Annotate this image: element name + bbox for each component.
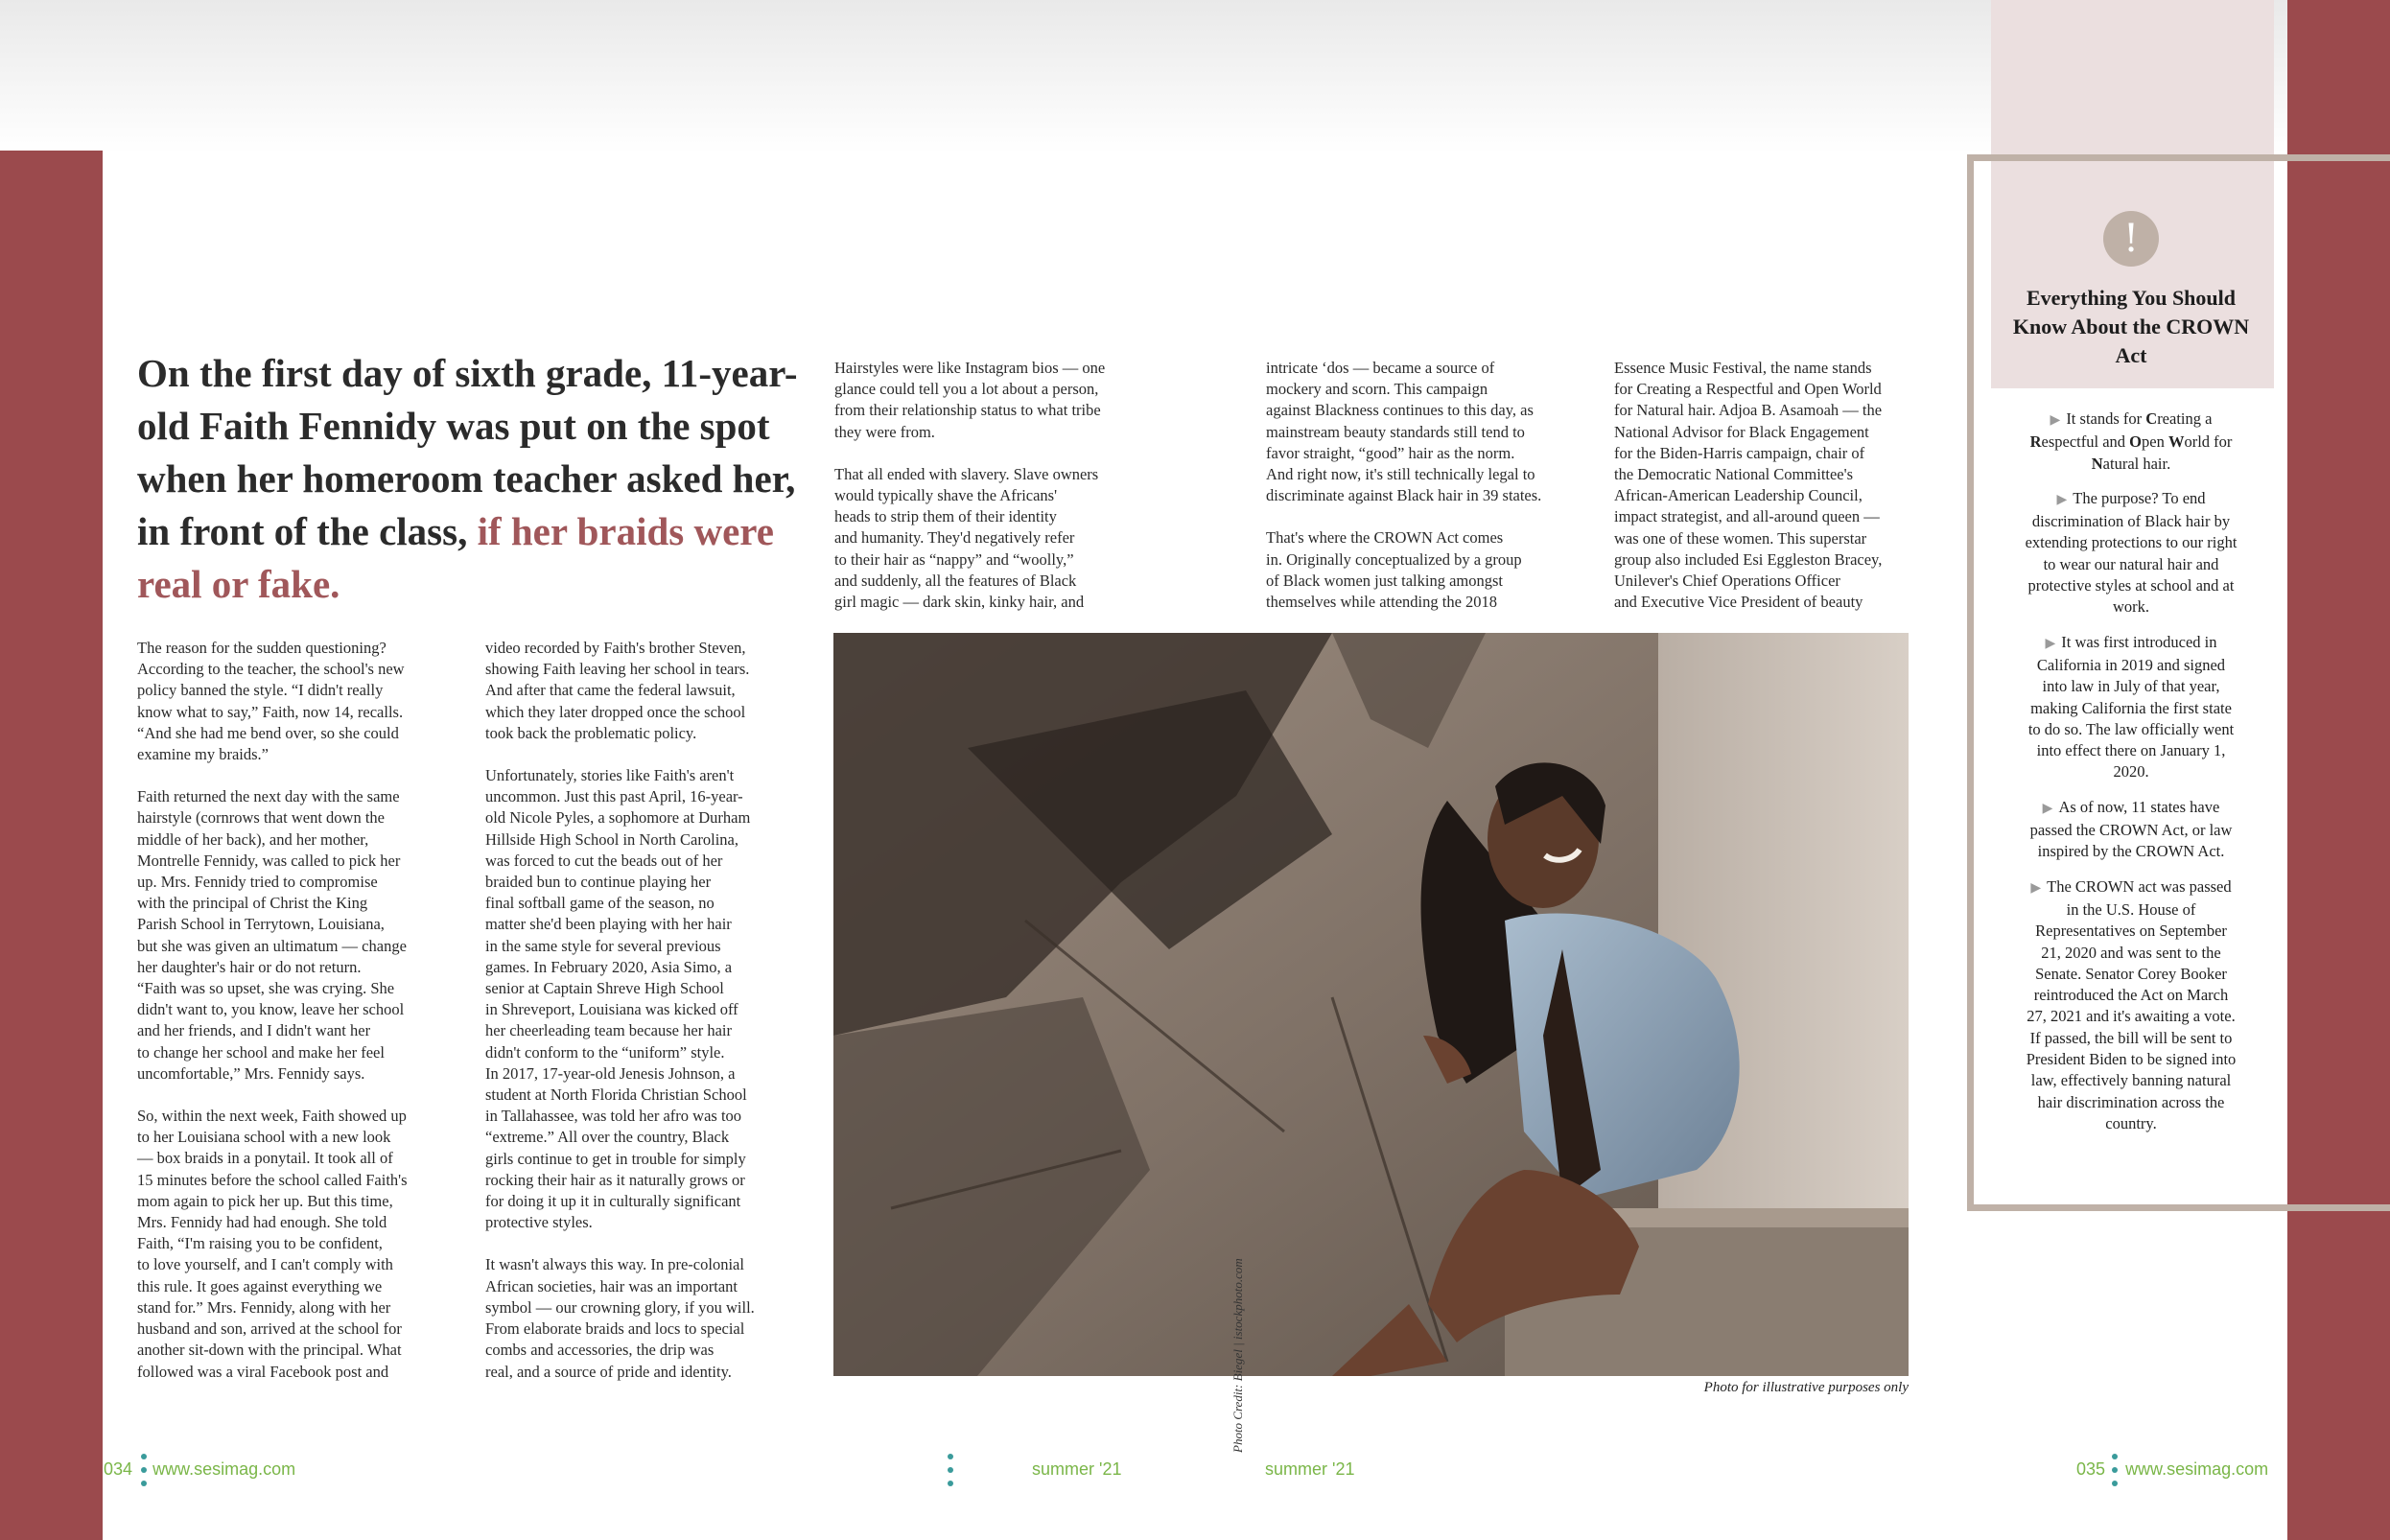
paragraph: That's where the CROWN Act comes in. Originally conceptualized by a group of Black women just talking amongst themselves while attending the 2018 — [1266, 528, 1522, 612]
paragraph: Unfortunately, stories like Faith's aren't uncommon. Just this past April, 16-year- old Nicole Pyles, a sophomore at Durham Hillside High School in North Carolina, was forced to cut the beads out of her braided bun to continue playing her final softball game of the season, no matter she'd been playing with her hair in the same style for several previous games. In February 2020, Asia Simo, a senior at Captain Shreve High School in Shreveport, Louisiana was kicked off her cheerleading team because her hair didn't conform to the “uniform” style. In 2017, 17-year-old Jenesis Johnson, a student at North Florida Christian School in Tallahassee, was told her afro was too “extreme.” All over the country, Black girls continue to get in trouble for simply rocking their hair as it naturally grows or for doing it up it in culturally significant protective styles. — [485, 766, 751, 1232]
sidebar-item: ▶ It stands for Creating a Respectful and Open World for Natural hair. — [2029, 409, 2233, 473]
headline-accent: if her braids were real or fake. — [137, 509, 774, 606]
sidebar-item: ▶ As of now, 11 states have passed the CROWN Act, or law inspired by the CROWN Act. — [2029, 797, 2233, 861]
headline-main: On the first day of sixth grade, 11-year-old Faith Fennidy was put on the spot when her homeroom teacher asked her, in front of the class, — [137, 351, 798, 553]
triangle-bullet-icon: ▶ — [2045, 636, 2056, 651]
footer-right — [2076, 1459, 2268, 1480]
page-number-right: 035 — [2076, 1459, 2106, 1479]
sidebar-item: ▶ The CROWN act was passed in the U.S. House of Representatives on September 21, 2020 and was sent to the Senate. Senator Corey Booker reintroduced the Act on March 27, 2021 and it's awaiting a vote. If passed, the bill will be sent to President Biden to be signed into law, effectively banning natural hair discrimination across the country. — [2026, 876, 2237, 1132]
paragraph: It wasn't always this way. In pre-colonial African societies, hair was an important symbol — our crowning glory, if you will. From elaborate braids and locs to special combs and accessories, the drip was real, and a source of pride and identity. — [485, 1255, 755, 1381]
paragraph: So, within the next week, Faith showed up to her Louisiana school with a new look — box braids in a ponytail. It took all of 15 minutes before the school called Faith's mom again to pick her up. But this time, Mrs. Fennidy had had enough. She told Faith, “I'm raising you to be confident, to love yourself, and I can't comply with this rule. It goes against everything we stand for.” Mrs. Fennidy, along with her husband and son, arrived at the school for another sit-down with the principal. What followed was a viral Facebook post and — [137, 1107, 408, 1381]
article-headline — [137, 347, 818, 611]
sidebar-item: ▶ The purpose? To end discrimination of Black hair by extending protections to our right to wear our natural hair and protective styles at school and at work. — [2025, 488, 2238, 617]
paragraph: That all ended with slavery. Slave owners would typically shave the Africans' heads to strip them of their identity and humanity. They'd negatively refer to their hair as “nappy” and “woolly,” and suddenly, all the features of Black girl magic — dark skin, kinky hair, and — [834, 464, 1099, 612]
photo-credit: Photo Credit: Biegel | istockphoto.com — [1230, 1258, 1245, 1453]
triangle-bullet-icon: ▶ — [2056, 492, 2068, 507]
exclamation-icon: ! — [2103, 211, 2159, 267]
text-column-5 — [1614, 358, 1931, 634]
text-column-4 — [1266, 358, 1582, 634]
footer-season-right: summer '21 — [1265, 1459, 1355, 1479]
paragraph: Hairstyles were like Instagram bios — one glance could tell you a lot about a person, from their relationship status to what tribe they were from. — [834, 359, 1106, 441]
text-column-3 — [834, 358, 1141, 634]
paragraph: Faith returned the next day with the same hairstyle (cornrows that went down the middle of her back), and her mother, Montrelle Fennidy, was called to pick her up. Mrs. Fennidy tried to compromise with the principal of Christ the King Parish School in Terrytown, Louisiana, but she was given an ultimatum — change her daughter's hair or do not return. “Faith was so upset, she was crying. She didn't want to, you know, leave her school and her friends, and I didn't want her to change her school and make her feel uncomfortable,” Mrs. Fennidy says. — [137, 787, 407, 1083]
article-photo — [833, 633, 1909, 1376]
site-link-right[interactable]: www.sesimag.com — [2125, 1459, 2269, 1479]
paragraph: The reason for the sudden questioning? According to the teacher, the school's new policy banned the style. “I didn't really know what to say,” Faith, now 14, recalls. “And she had me bend over, so she could examine my braids.” — [137, 639, 405, 764]
sidebar-title: Everything You Should Know About the CROWN Act — [2012, 286, 2250, 367]
page-number-left: 034 — [104, 1459, 133, 1479]
text-column-1 — [137, 638, 444, 1404]
sidebar-list — [2024, 408, 2238, 1148]
footer-dots-center — [948, 1454, 953, 1494]
paragraph: intricate ‘dos — became a source of mockery and scorn. This campaign against Blackness continues to this day, as mainstream beauty standards still tend to favor straight, “good” hair as the norm. And right now, it's still technically legal to discriminate against Black hair in 39 states. — [1266, 359, 1542, 505]
triangle-bullet-icon: ▶ — [2042, 801, 2053, 816]
site-link-left[interactable]: www.sesimag.com — [152, 1459, 296, 1479]
paragraph: video recorded by Faith's brother Steven, showing Faith leaving her school in tears. And after that came the federal lawsuit, which they later dropped once the school took back the problematic policy. — [485, 639, 750, 742]
text-column-2 — [485, 638, 792, 1404]
left-maroon-band — [0, 151, 103, 1540]
photo-illustration — [833, 633, 1909, 1376]
paragraph: Essence Music Festival, the name stands for Creating a Respectful and Open World for Natural hair. Adjoa B. Asamoah — the National Advisor for Black Engagement for the Biden-Harris campaign, chair of the Democratic National Committee's African-American Leadership Council, impact strategist, and all-around queen — was one of these women. This superstar group also included Esi Eggleston Bracey, Unilever's Chief Operations Officer and Executive Vice President of beauty — [1614, 359, 1883, 612]
triangle-bullet-icon: ▶ — [2030, 880, 2042, 896]
footer-season-left: summer '21 — [1032, 1459, 1122, 1479]
triangle-bullet-icon: ▶ — [2050, 413, 2061, 428]
footer-left — [104, 1459, 295, 1480]
photo-caption: Photo for illustrative purposes only — [1703, 1380, 1909, 1395]
sidebar-item: ▶ It was first introduced in California in 2019 and signed into law in July of that year, making California the first state to do so. The law officially went into effect there on January 1, 2020. — [2027, 632, 2235, 782]
